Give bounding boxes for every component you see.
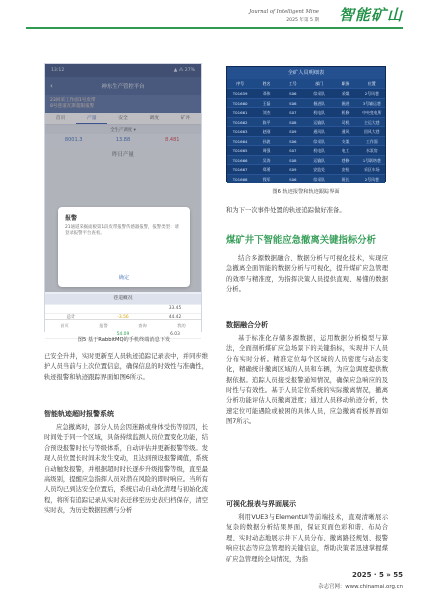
table-cell: 周强 <box>262 148 271 153</box>
left-paragraph-2: 应急撤离时，部分人员会因迷路或身体受伤等原因，长时间处于同一个区域，具备持续监测人员位置变化功能，结合预设报警时长与等级体系，自动评估并更新报警等级。发现人员位置长时间未发生变动，且达到预设报警阈值，系统自动触发报警，并根据超时时长逐步升级报警等级，直至最高级别，提醒应急指挥人员对潜在风险的即时响应。当所有人员均已到达安全位置后，系统启动自动化清理与初始化流程，将所有追踪记录从实时表迁移至历史表归档保存，清空实时表，为历史数据回溯与分析 <box>44 424 208 515</box>
table-cell: 综采队 <box>313 91 325 96</box>
table-row <box>227 145 385 155</box>
table-cell: 孙波 <box>262 138 271 144</box>
table-cell: 运输队 <box>313 119 325 125</box>
table-cell: 刘杰 <box>262 110 271 115</box>
nav-profile: 我的 <box>177 323 186 328</box>
journal-website: 杂志官网：www.chinamai.org.cn <box>318 584 403 590</box>
table-row <box>45 305 201 314</box>
table-row <box>227 98 385 108</box>
table-cell: 掘进 <box>341 100 350 106</box>
issue-label: 2025 年第 5 期 <box>286 18 319 23</box>
table-cell: S09 <box>289 167 297 172</box>
table-cell: 吴涛 <box>262 157 271 163</box>
table-cell: 支架 <box>341 138 350 144</box>
table-cell: T01668 <box>232 176 248 182</box>
stat-value: 13.88 <box>115 137 131 144</box>
nav-alarm: 报警 <box>99 323 108 328</box>
table-title: 全矿人员明细表 <box>227 67 385 79</box>
table-cell: T01665 <box>232 148 248 153</box>
table-cell: 中央变电所 <box>362 110 382 115</box>
phone-table-header: 巷道概况 <box>45 294 201 304</box>
table-cell: T01666 <box>232 157 248 163</box>
table-cell: 安检 <box>341 167 350 172</box>
status-indicators: ▲ ⁂ 27% <box>173 68 195 73</box>
table-cell: T01667 <box>232 167 248 172</box>
table-cell: 巷修 <box>341 157 350 163</box>
table-cell <box>45 305 97 313</box>
table-cell: 安监处 <box>313 167 325 172</box>
right-paragraph-3: 基于标准化存储多源数据，运用数据分析模型与算法，全面剖析煤矿应急场景下的关键指标，实现井下人员分布实时分析。精准定位每个区域的人员密度与动态变化，精确统计撤离区域的人员和车辆，为应急调度提供数据依据。追踪人员接受报警通知情况，确保应急响应的及时性与有效性。基于人员定位系统的实际撤离情况，撤离分析功能评估人员撤离进度；通过人员移动轨迹分析，快速定位可能遇险或被困的具体人员，应急撤离看板界面如图7所示。 <box>226 335 388 426</box>
table-cell: S08 <box>289 157 297 163</box>
column-header: 姓名 <box>262 81 271 86</box>
table-cell: 33.45 <box>168 306 182 311</box>
table-cell: S06 <box>289 100 297 106</box>
table-cell: T01661 <box>232 110 248 115</box>
table-cell: S06 <box>289 176 297 182</box>
figure-6-caption: 图6 轨迹报警和轨迹跟踪界面 <box>272 189 340 195</box>
table-cell: 掘进队 <box>313 100 325 106</box>
right-paragraph-4: 利用VUE3与ElementUI等前端技术，直观清晰展示复杂的数据分析结果界面，保证页面色彩和谐、布局合理、实时动态地展示井下人员分布、撤离路径规划、报警响应状态等应急管理的关键信息，帮助决策者迅速掌握煤矿应急管理的全局情况，为指 <box>226 514 388 563</box>
table-row <box>227 174 385 184</box>
table-cell: 采煤 <box>341 91 350 96</box>
table-cell: 54.09 <box>116 331 130 337</box>
banner-line: 23回采工作面1号皮带 <box>50 98 96 103</box>
table-cell: 司机 <box>341 119 350 125</box>
nav-home: 首页 <box>60 323 69 328</box>
heading-data-fusion: 数据融合分析 <box>226 321 268 329</box>
table-cell: 机修 <box>341 110 350 115</box>
table-cell: 运输队 <box>313 157 325 163</box>
section-heading: 煤矿井下智能应急撤离关键指标分析 <box>226 235 377 246</box>
page-number: 2025 · 5 » 55 <box>351 571 403 579</box>
table-cell: T01659 <box>232 91 248 96</box>
back-arrow-icon: ‹ <box>50 82 53 90</box>
table-cell: 6.03 <box>170 331 180 337</box>
table-cell: 陈平 <box>262 119 271 125</box>
table-cell: S09 <box>289 129 297 134</box>
column-header: 工号 <box>288 81 297 86</box>
stat-value: 8001.3 <box>64 137 83 144</box>
tab-output: 产量 <box>76 113 107 124</box>
table-cell: S08 <box>289 119 297 125</box>
table-row <box>227 164 385 174</box>
table-cell: 回风大巷 <box>364 129 380 134</box>
table-row <box>227 88 385 98</box>
right-paragraph-2: 结合多源数据融合、数据分析与可视化技术，实现应急撤离全面智能的数据分析与可视化，提升煤矿应急管理的效率与精准度，为指挥决策人员提供直观、易懂的数据分析。 <box>226 255 388 294</box>
table-cell: 2号风巷 <box>364 176 379 182</box>
table-row <box>227 136 385 146</box>
stats-row <box>45 134 201 146</box>
table-cell: S06 <box>289 138 297 144</box>
table-cell: 总计 <box>66 314 76 320</box>
figure-5-phone-screenshot <box>44 63 202 337</box>
phone-app-title: 神东生产管控平台 <box>101 84 145 90</box>
table-cell: 44.42 <box>168 314 182 320</box>
alarm-dialog <box>58 207 190 287</box>
table-row <box>227 117 385 127</box>
table-cell: 1号联络巷 <box>362 157 381 163</box>
nav-query: 查询 <box>138 323 147 328</box>
status-time: 13:12 <box>51 68 65 73</box>
column-header: 序号 <box>236 81 245 86</box>
table-cell: T01660 <box>232 100 248 106</box>
right-paragraph-1: 和为下一次事件处置的轨迹追踪做好准备。 <box>226 207 346 214</box>
table-cell: 2号风巷 <box>364 91 379 96</box>
table-cell: 班长 <box>341 176 350 182</box>
table-cell: T01662 <box>232 119 248 125</box>
scope-selector: 全生产调度 ▾ <box>45 125 201 134</box>
dialog-body: 21通道采掘面板第1段皮带报警传感器报警，报警类型：请登录报警平台查看。 <box>65 225 179 237</box>
banner-line: 8号巷道瓦斯超限报警 <box>50 104 95 110</box>
journal-name-en: Journal of Intelligent Mine <box>249 9 319 15</box>
table-row <box>227 126 385 136</box>
phone-app-bar <box>45 77 201 95</box>
table-cell: T01663 <box>232 129 248 134</box>
table-cell: 水泵房 <box>365 148 378 153</box>
column-header: 位置 <box>367 81 376 86</box>
tab-dispatch: 调度 <box>149 116 160 122</box>
table-cell: 通风 <box>341 129 350 134</box>
table-cell: 采区车场 <box>364 167 380 172</box>
tab-mine: 矿井 <box>180 116 191 122</box>
table-cell: S07 <box>289 110 297 115</box>
table-cell: 综采队 <box>313 176 325 182</box>
section-title: 昨日产量 <box>112 152 134 159</box>
table-cell: 通风队 <box>313 129 325 134</box>
table-cell <box>97 305 149 313</box>
table-header-row <box>227 79 385 88</box>
table-cell: 钱军 <box>262 176 271 182</box>
stat-value: 8.481 <box>165 137 180 144</box>
table-cell: S07 <box>289 148 297 153</box>
journal-logo: 智能矿山 <box>338 6 403 24</box>
table-cell: S06 <box>289 91 297 96</box>
phone-status-bar <box>45 64 201 77</box>
table-body <box>227 88 385 183</box>
table-cell: 郑勇 <box>262 167 271 172</box>
alarm-banner <box>45 95 201 113</box>
phone-tabs <box>45 113 201 125</box>
table-cell: 主运大巷 <box>364 119 380 125</box>
table-cell: 电工 <box>341 148 350 153</box>
dialog-confirm-button: 确定 <box>118 275 130 281</box>
tab-home: 首页 <box>55 116 66 122</box>
heading-alarm-system: 智能轨迹超时报警系统 <box>44 410 114 418</box>
table-cell: -3.56 <box>117 314 129 320</box>
table-cell: 机电队 <box>313 110 325 115</box>
table-cell: 3号辅运巷 <box>362 100 381 106</box>
table-cell: 工作面 <box>365 138 378 144</box>
left-paragraph-1: 已安全升井，实时更新至人员轨迹追踪记录表中，并同步维护人员当前与上次位置信息，确保信息的时效性与准确性，轨迹报警和轨迹跟踪界面如图6所示。 <box>44 353 208 381</box>
table-cell: T01664 <box>232 138 248 144</box>
table-cell: 王磊 <box>262 100 271 106</box>
tab-safety: 安全 <box>118 116 128 122</box>
phone-bottom-nav <box>45 319 201 331</box>
table-cell: 机电队 <box>313 148 325 153</box>
column-header: 部门 <box>315 81 324 86</box>
dialog-title: 报警 <box>65 215 78 222</box>
column-header: 职务 <box>341 81 350 86</box>
figure-6-table-screenshot <box>226 66 386 182</box>
table-cell: 邓伟 <box>262 91 271 96</box>
table-cell: 赵刚 <box>262 129 271 134</box>
header-rule <box>26 27 403 29</box>
figure-5-caption: 图5 基于RabbitMQ的手机终端消息下发 <box>77 337 171 343</box>
table-row <box>227 155 385 165</box>
table-cell: 综采队 <box>313 138 325 144</box>
heading-visualization: 可视化报表与界面展示 <box>226 500 296 508</box>
table-row <box>227 107 385 117</box>
